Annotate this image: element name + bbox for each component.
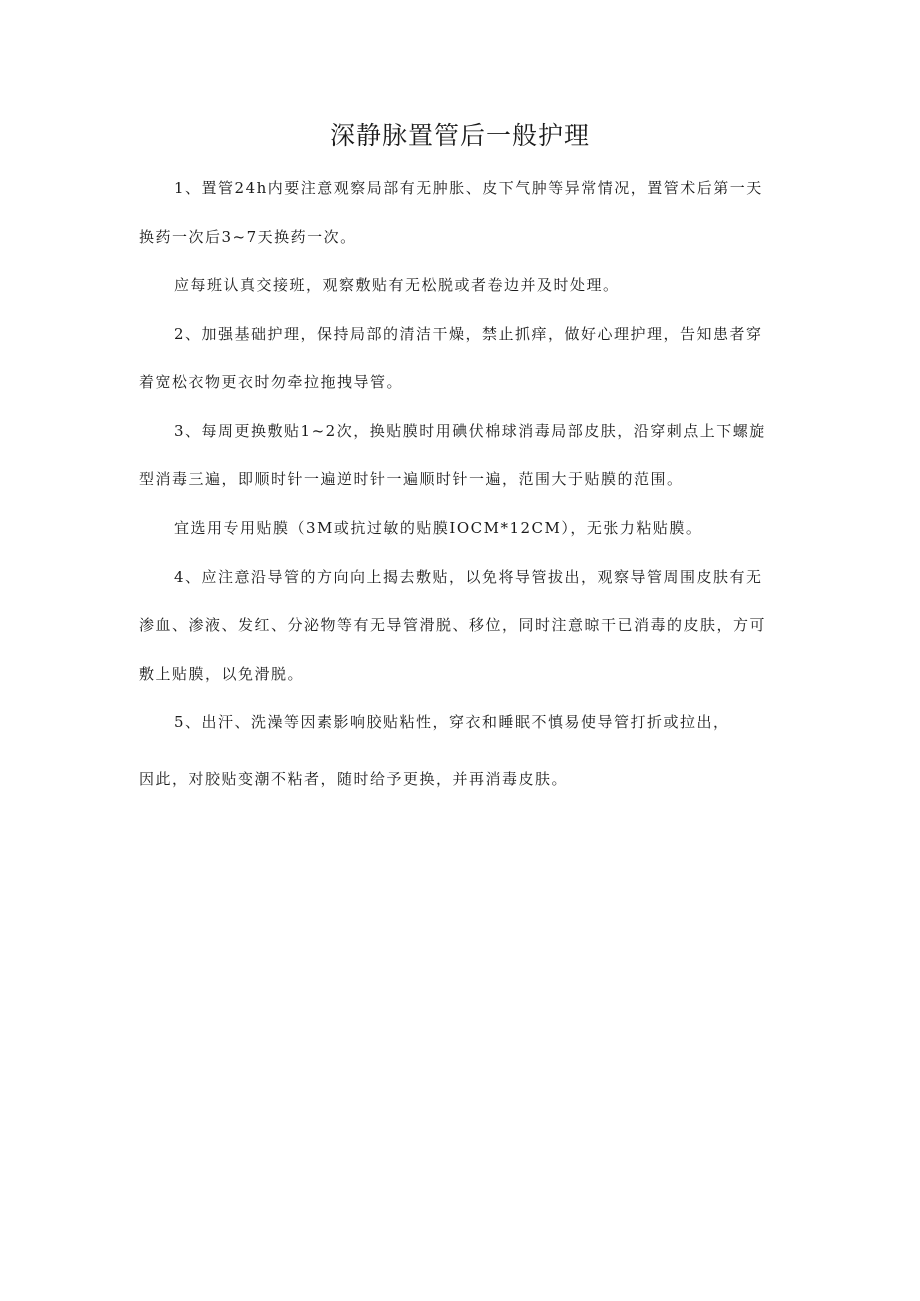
paragraph-5-line-1: 5、出汗、洗澡等因素影响胶贴粘性，穿衣和睡眠不慎易使导管打折或拉出， [174, 713, 730, 731]
paragraph-3-line-2: 型消毒三遍，即顺时针一遍逆时针一遍顺时针一遍，范围大于贴膜的范围。 [139, 470, 684, 488]
paragraph-3b-line-1: 宜选用专用贴膜（3M或抗过敏的贴膜IOCM*12CM），无张力粘贴膜。 [174, 519, 703, 537]
paragraph-4-line-1: 4、应注意沿导管的方向向上揭去敷贴，以免将导管拔出，观察导管周围皮肤有无 [174, 568, 763, 586]
document-title: 深静脉置管后一般护理 [329, 121, 590, 150]
paragraph-2-line-2: 着宽松衣物更衣时勿牵拉拖拽导管。 [139, 373, 404, 391]
paragraph-2-line-1: 2、加强基础护理，保持局部的清洁干燥，禁止抓痒，做好心理护理，告知患者穿 [174, 325, 763, 343]
paragraph-3-line-1: 3、每周更换敷贴1~2次，换贴膜时用碘伏棉球消毒局部皮肤，沿穿刺点上下螺旋 [174, 422, 766, 440]
paragraph-4-line-2: 渗血、渗液、发红、分泌物等有无导管滑脱、移位，同时注意晾干已消毒的皮肤，方可 [139, 616, 767, 634]
paragraph-1b-line-1: 应每班认真交接班，观察敷贴有无松脱或者卷边并及时处理。 [174, 276, 620, 294]
paragraph-1-line-2: 换药一次后3~7天换药一次。 [139, 228, 357, 246]
paragraph-1-line-1: 1、置管24h内要注意观察局部有无肿胀、皮下气肿等异常情况，置管术后第一天 [174, 179, 763, 197]
paragraph-4-line-3: 敷上贴膜，以免滑脱。 [139, 665, 305, 683]
paragraph-5-line-2: 因此，对胶贴变潮不粘者，随时给予更换，并再消毒皮肤。 [139, 770, 569, 788]
